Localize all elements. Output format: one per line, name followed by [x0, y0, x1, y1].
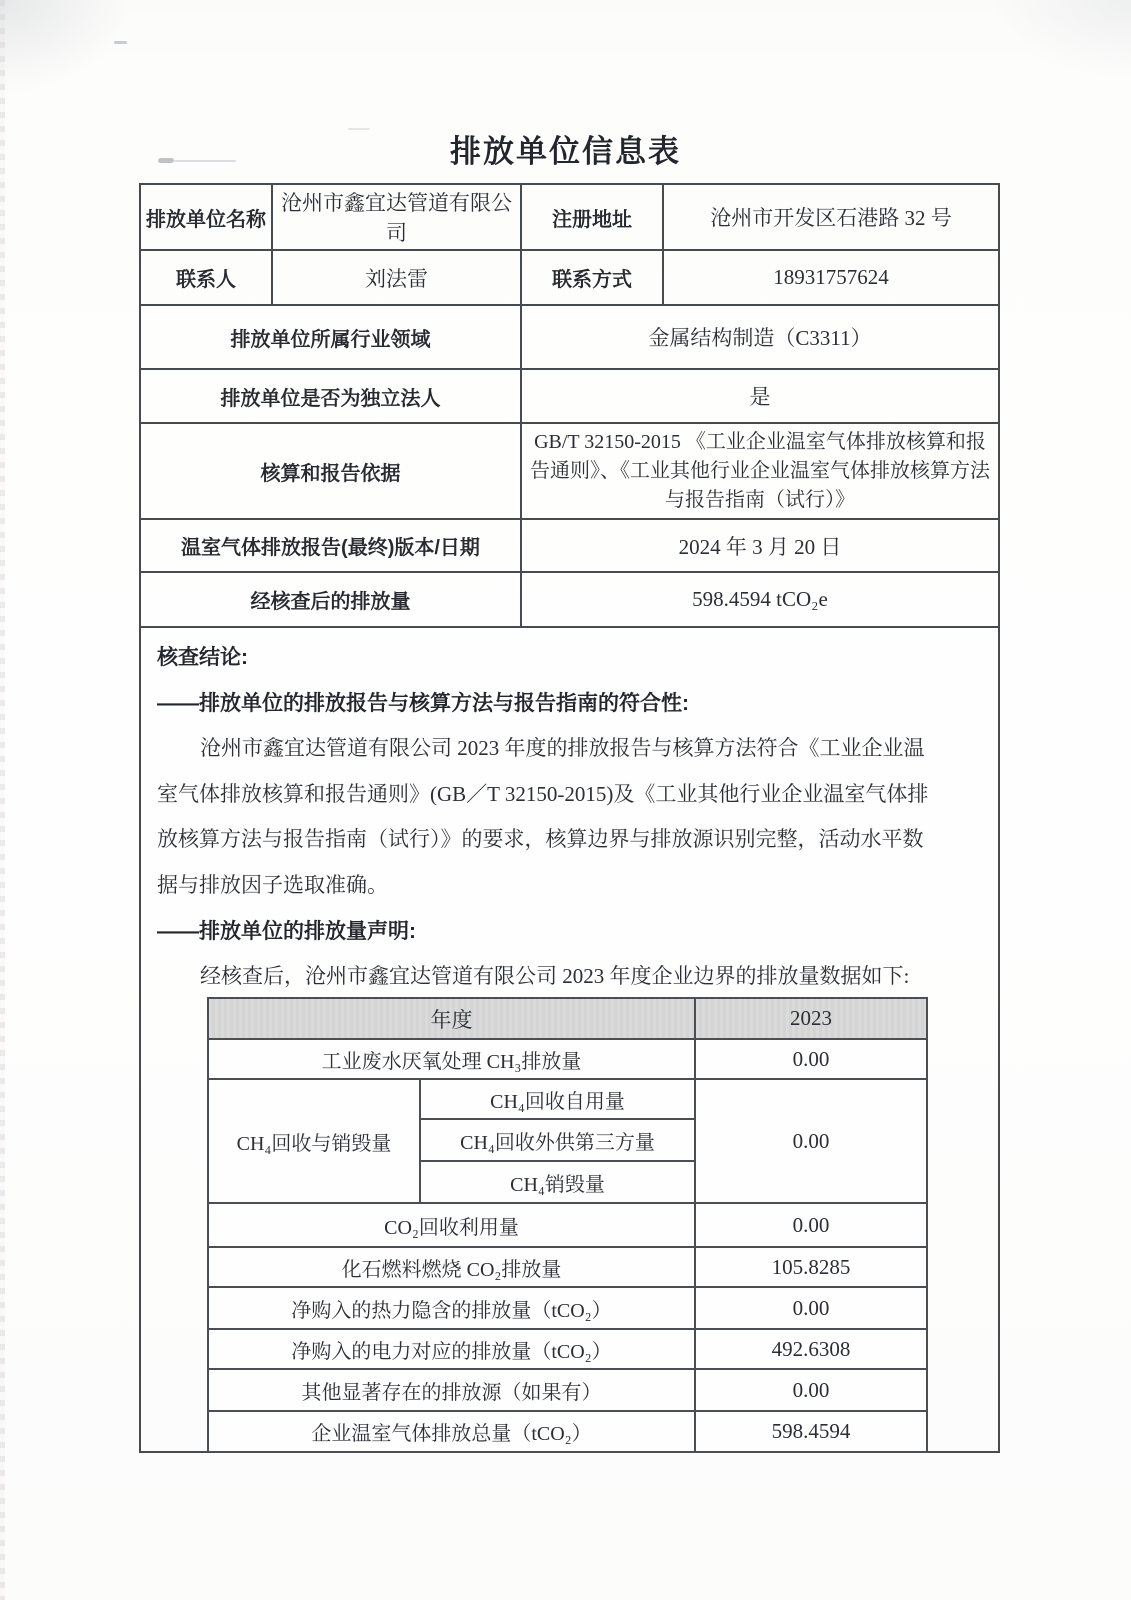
total-emissions-label: 企业温室气体排放总量（tCO₂） [208, 1411, 695, 1452]
other-sources-value: 0.00 [695, 1369, 927, 1411]
other-sources-label: 其他显著存在的排放源（如果有） [208, 1369, 695, 1411]
conclusion-paragraph-line: 沧州市鑫宜达管道有限公司 2023 年度的排放报告与核算方法符合《工业企业温 [200, 736, 925, 761]
table-row [208, 1039, 927, 1079]
purchased-heat-label: 净购入的热力隐含的排放量（tCO₂） [208, 1287, 695, 1329]
total-emissions-value: 598.4594 [695, 1411, 927, 1452]
table-row [140, 250, 999, 305]
table-row [208, 1203, 927, 1247]
registered-address-value: 沧州市开发区石港路 32 号 [663, 184, 999, 250]
emission-unit-info-table [139, 183, 1000, 1453]
scan-corner-shade [991, 0, 1131, 80]
ch4-self-use-label: CH₄回收自用量 [420, 1079, 695, 1119]
table-row [208, 1411, 927, 1452]
table-row [208, 1329, 927, 1369]
scan-edge-artifact [0, 0, 5, 1600]
purchased-heat-value: 0.00 [695, 1287, 927, 1329]
fossil-fuel-co2-label: 化石燃料燃烧 CO₂排放量 [208, 1247, 695, 1287]
conclusion-subheading-statement: ——排放单位的排放量声明: [157, 919, 416, 943]
industry-field-label: 排放单位所属行业领域 [140, 305, 521, 369]
purchased-electricity-label: 净购入的电力对应的排放量（tCO₂） [208, 1329, 695, 1369]
conclusion-statement-intro: 经核查后，沧州市鑫宜达管道有限公司 2023 年度企业边界的排放量数据如下: [200, 964, 910, 989]
verified-emissions-label: 经核查后的排放量 [140, 572, 521, 627]
independent-legal-label: 排放单位是否为独立法人 [140, 369, 521, 423]
table-row [140, 184, 999, 250]
table-row [208, 1247, 927, 1287]
ch4-recovery-group-label: CH₄回收与销毁量 [208, 1079, 420, 1203]
conclusion-paragraph-line: 室气体排放核算和报告通则》(GB／T 32150-2015)及《工业其他行业企业温室气体排 [157, 781, 929, 806]
wastewater-ch4-label: 工业废水厌氧处理 CH₃排放量 [208, 1039, 695, 1079]
table-row [140, 305, 999, 369]
conclusion-paragraph-line: 放核算方法与报告指南（试行）》的要求，核算边界与排放源识别完整，活动水平数 [157, 827, 924, 852]
table-row [140, 572, 999, 627]
industry-field-value: 金属结构制造（C3311） [521, 305, 999, 369]
accounting-basis-label: 核算和报告依据 [140, 423, 521, 519]
fossil-fuel-co2-value: 105.8285 [695, 1247, 927, 1287]
ch4-third-party-label: CH₄回收外供第三方量 [420, 1119, 695, 1161]
contact-person-value: 刘法雷 [272, 250, 521, 305]
year-header: 年度 [208, 998, 695, 1039]
verified-emissions-value: 598.4594 tCO₂e [521, 572, 999, 627]
table-row [208, 1287, 927, 1329]
table-row [140, 423, 999, 519]
contact-person-label: 联系人 [140, 250, 272, 305]
table-header-row [208, 998, 927, 1039]
page-title: 排放单位信息表 [450, 134, 681, 169]
co2-recovery-value: 0.00 [695, 1203, 927, 1247]
report-version-date-value: 2024 年 3 月 20 日 [521, 519, 999, 572]
purchased-electricity-value: 492.6308 [695, 1329, 927, 1369]
accounting-basis-value: GB/T 32150-2015 《工业企业温室气体排放核算和报告通则》、《工业其他行业企业温室气体排放核算方法与报告指南（试行）》 [521, 423, 999, 519]
ch4-destruction-label: CH₄销毁量 [420, 1161, 695, 1203]
verification-conclusion-text [141, 628, 998, 1000]
contact-method-value: 18931757624 [663, 250, 999, 305]
conclusion-subheading-compliance: ——排放单位的排放报告与核算方法与报告指南的符合性: [157, 691, 689, 715]
registered-address-label: 注册地址 [521, 184, 663, 250]
table-row [140, 627, 999, 1452]
conclusion-heading: 核查结论: [157, 646, 248, 669]
scan-artifact [114, 41, 127, 44]
table-row [208, 1079, 927, 1119]
report-version-date-label: 温室气体排放报告(最终)版本/日期 [140, 519, 521, 572]
co2-recovery-label: CO₂回收利用量 [208, 1203, 695, 1247]
independent-legal-value: 是 [521, 369, 999, 423]
wastewater-ch4-value: 0.00 [695, 1039, 927, 1079]
table-row [208, 1369, 927, 1411]
contact-method-label: 联系方式 [521, 250, 663, 305]
unit-name-label: 排放单位名称 [140, 184, 272, 250]
scan-corner-shade [0, 0, 130, 95]
ch4-recovery-value: 0.00 [695, 1079, 927, 1203]
conclusion-paragraph-line: 据与排放因子选取准确。 [157, 872, 388, 897]
table-row [140, 369, 999, 423]
year-value-header: 2023 [695, 998, 927, 1039]
verification-conclusion-cell [140, 627, 999, 1452]
emission-data-table [207, 997, 928, 1453]
table-row [140, 519, 999, 572]
unit-name-value: 沧州市鑫宜达管道有限公司 [272, 184, 521, 250]
